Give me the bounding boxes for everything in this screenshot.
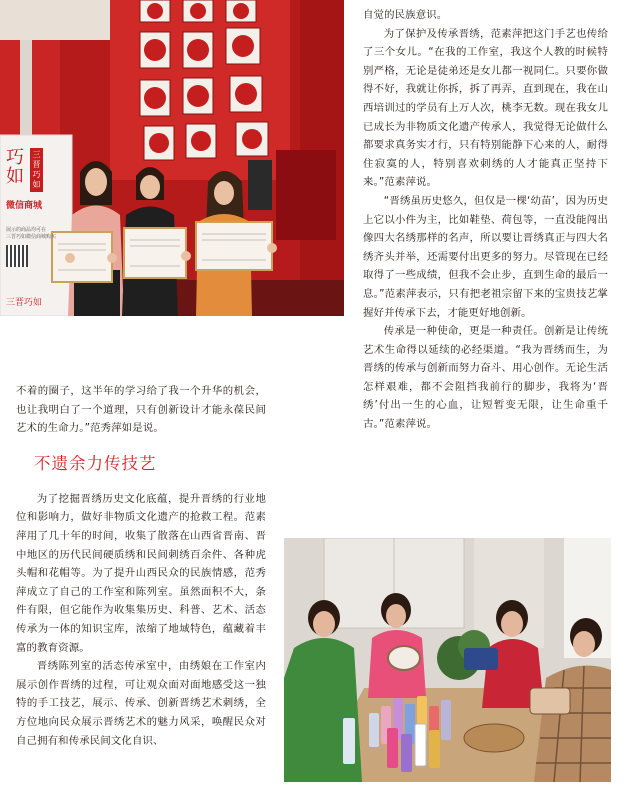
banner-char: 三 [32, 150, 41, 159]
paragraph-continuation: 不着的圈子，这半年的学习给了我一个升华的机会，也让我明白了一个道理，只有创新设计才能永葆民间艺术的生命力。”范秀萍如是说。 [16, 385, 266, 435]
banner-char: 晋 [32, 160, 41, 169]
banner-shop-name: 微信商城 [6, 201, 43, 211]
section-heading: 不遗余力传技艺 [34, 453, 157, 473]
paragraph: 自觉的民族意识。 [363, 9, 448, 21]
photo-embroidery-workshop [284, 538, 611, 782]
qr-code-icon [6, 245, 28, 267]
banner-char: 如 [32, 180, 41, 189]
banner-char: 巧 [6, 147, 24, 168]
paragraph: 传承是一种使命，更是一种责任。创新是让传统艺术生命得以延续的必经渠道。“我为晋绣而生，为晋绣的传承与创新而努力奋斗、用心创作。无论生活怎样艰难，都不会阻挡我前行的脚步，我将为‘晋绣’付出一生的心血，让短暂变无限，让生命重千古。”范素萍说。 [363, 325, 608, 431]
paragraph: “晋绣虽历史悠久，但仅是一棵‘幼苗’，因为历史上它以小件为主，比如鞋垫、荷包等，一直没能闯出像四大名绣那样的名声，所以要让晋绣真正与四大名绣齐头并举，还需要付出更多的努力。尽管现在已经取得了一些成绩，但我不会止步，直到生命的最后一息。”范素萍表示，只有把老祖宗留下来的宝贵技艺掌握好并传承下去，才能更好地创新。 [363, 194, 608, 319]
paragraph: 为了保护及传承晋绣，范素萍把这门手艺也传给了三个女儿。“在我的工作室，我这个人教的时候特别严格，无论是徒弟还是女儿都一视同仁。只要你做得不好，我就让你拆，拆了再弄，直到现在，我在山西培训过的学员有上万人次，桃李无数。现在我女儿已成长为非物质文化遗产传承人，我觉得无论做什么都要求真务实才行，只有特别能静下心来的人，耐得住寂寞的人，特别喜欢刺绣的人才能真正坚持下来。”范素萍说。 [363, 27, 608, 189]
banner-char: 巧 [32, 170, 41, 179]
left-text-column [16, 382, 266, 750]
paragraph: 为了挖掘晋绣历史文化底蕴，提升晋绣的行业地位和影响力，做好非物质文化遗产的抢救工程。范素萍用了几十年的时间，收集了散落在山西省晋南、晋中地区的历代民间硬质绣和民间刺绣百余件、各种虎头帽和花帽等。为了提升山西民众的民族情感，范秀萍成立了自己的工作室和陈列室。虽然面积不大，条件有限，但它能作为收集集历史、科普、艺术、活态传承为一体的知识宝库，浓缩了地域特色，蕴藏着丰富的教育资源。 [16, 492, 266, 654]
paragraph: 晋绣陈列室的活态传承室中，由绣娘在工作室内展示创作晋绣的过程，可让观众面对面地感受这一独特的手工技艺，展示、传承、创新晋绣艺术刺绣，全方位地向民众展示晋绣艺术的魅力风采，唤醒民众对自己拥有和传承民间文化自识、 [16, 660, 266, 747]
banner-bottom-text: 三晋巧如 [6, 298, 43, 308]
embroidery-workshop-illustration [284, 538, 611, 782]
booth-banner [6, 148, 68, 308]
banner-char: 如 [6, 166, 24, 187]
right-text-column [363, 6, 608, 434]
photo-award-ceremony [0, 0, 344, 316]
banner-small-text: 展示的商品均可在 三晋巧如微信商城购买 [6, 227, 57, 240]
